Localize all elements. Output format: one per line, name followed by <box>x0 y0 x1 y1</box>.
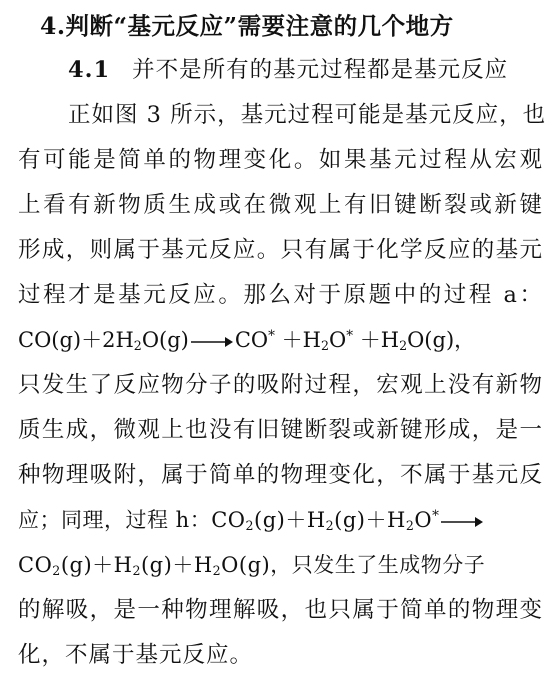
paragraph-line: 的解吸，是一种物理解吸，也只属于简单的物理变 <box>18 597 543 623</box>
equation-process-a: $CO(g)+2H_2O(g)$ $CO^* +H_2O^* +H_2O(g)$， <box>18 328 476 354</box>
paragraph-line: 只发生了反应物分子的吸附过程，宏观上没有新物 <box>18 372 543 398</box>
subsection-number: 4.1 <box>68 57 111 83</box>
equation-process-h-continued: $CO_2(g)+H_2(g)+H_2O(g)$，只发生了生成物分子 <box>18 553 486 579</box>
subsection-title: 并不是所有的基元过程都是基元反应 <box>132 57 509 83</box>
reaction-arrow-icon <box>191 336 233 348</box>
paragraph-line: 有可能是简单的物理变化。如果基元过程从宏观 <box>18 147 543 173</box>
paragraph-line: 质生成，微观上也没有旧键断裂或新键形成，是一 <box>18 417 543 443</box>
subsection-heading <box>68 48 559 92</box>
equation-process-h: 应；同理，过程 h：$CO_2(g)+H_2(g)+H_2O^*$ <box>18 498 543 542</box>
paragraph-line: 过程才是基元反应。那么对于原题中的过程 a： <box>18 282 543 308</box>
paragraph-line: 正如图 3 所示，基元过程可能是基元反应，也 <box>68 102 547 128</box>
paragraph-line: 化，不属于基元反应。 <box>18 642 254 668</box>
paragraph-line: 上看有新物质生成或在微观上有旧键断裂或新键 <box>18 192 543 218</box>
section-heading: 4.判断“基元反应”需要注意的几个地方 <box>40 12 454 40</box>
paragraph-line: 种物理吸附，属于简单的物理变化，不属于基元反 <box>18 462 543 488</box>
paragraph-line: 形成，则属于基元反应。只有属于化学反应的基元 <box>18 237 543 263</box>
reaction-arrow-icon <box>441 516 483 528</box>
